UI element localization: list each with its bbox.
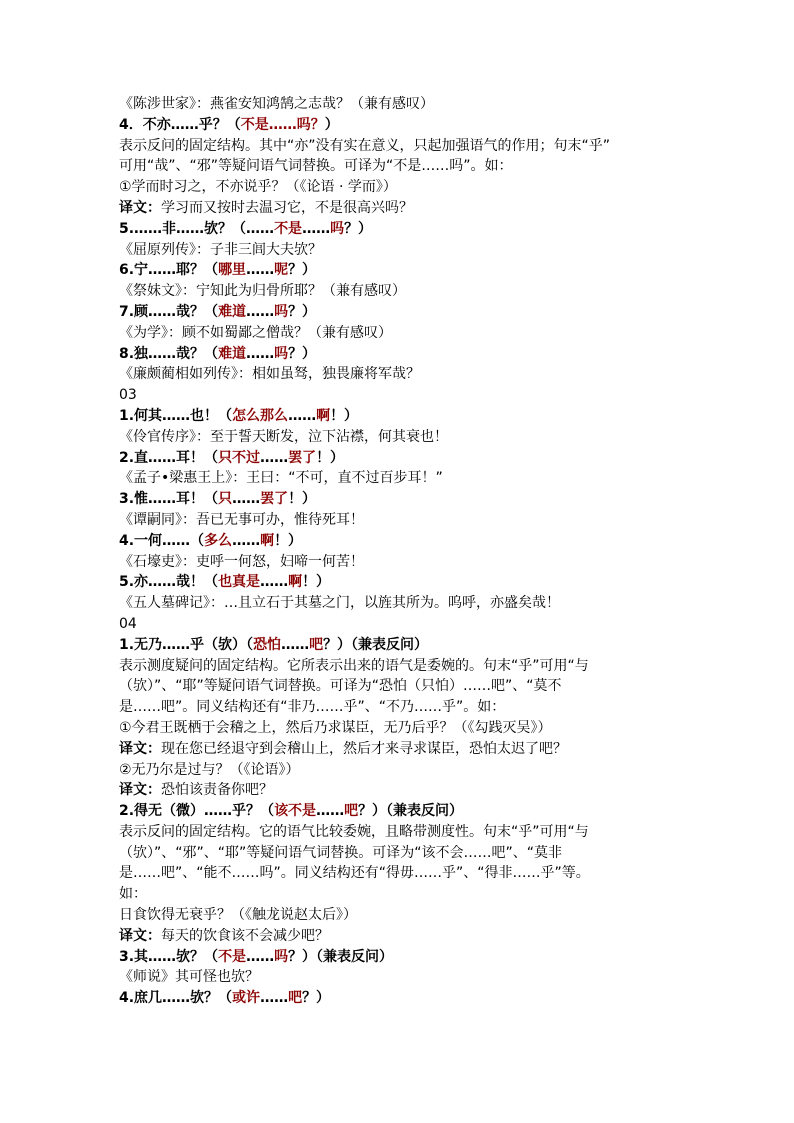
- text-run: ①今君王既栖于会稽之上，然后乃求谋臣，无乃后乎？（《勾践灭吴》）: [119, 719, 552, 736]
- text-line: [119, 988, 719, 1009]
- text-line: [119, 344, 719, 365]
- text-run: 《为学》：顾不如蜀鄙之僧哉？（兼有感叹）: [119, 324, 392, 341]
- translation-highlight: 不是: [218, 948, 247, 965]
- text-run: 《伶官传序》：至于誓天断发，泣下沾襟，何其衰也！: [119, 428, 448, 445]
- text-run: 是……吧”。同义结构还有“非乃……乎”、“不乃……乎”。如：: [119, 699, 506, 716]
- bold-text: ？）: [344, 220, 373, 237]
- text-line: [119, 94, 719, 115]
- bold-text: ？）: [288, 303, 317, 320]
- text-run: ①学而时习之，不亦说乎？（《论语 · 学而》）: [119, 179, 397, 196]
- text-run: 现在您已经退守到会稽山上，然后才来寻求谋臣，恐怕太迟了吧？: [161, 740, 567, 757]
- bold-text: 5.……非……欤？（……: [119, 220, 275, 237]
- text-run: （欤）”、“邪”、“耶”等疑问语气词替换。可译为“该不会……吧”、“莫非: [119, 844, 563, 861]
- bold-text: 3.惟……耳！（: [119, 491, 219, 508]
- bold-text: ？）（兼表反问）: [358, 803, 464, 820]
- translation-highlight: 只: [218, 491, 233, 508]
- bold-text: ……: [246, 262, 275, 279]
- text-line: [119, 468, 719, 489]
- translation-highlight: 吧: [309, 636, 324, 653]
- translation-highlight: 不是……吗？: [240, 116, 325, 133]
- text-run: 学习而又按时去温习它，不是很高兴吗？: [161, 199, 413, 216]
- bold-text: ！）: [274, 532, 303, 549]
- text-run: 《谭嗣同》：吾已无事可办，惟待死耳！: [119, 511, 364, 528]
- text-line: [119, 614, 719, 635]
- text-line: [119, 593, 719, 614]
- translation-highlight: 只不过: [218, 449, 261, 466]
- translation-highlight: 该不是: [274, 803, 317, 820]
- bold-text: 2.直……耳！（: [119, 449, 219, 466]
- translation-highlight: 吧: [344, 803, 359, 820]
- translation-highlight: 也真是: [218, 574, 261, 591]
- translation-highlight: 罢了: [288, 449, 317, 466]
- bold-text: 5.亦……哉！（: [119, 574, 219, 591]
- text-line: [119, 136, 719, 157]
- text-line: [119, 947, 719, 968]
- text-line: [119, 260, 719, 281]
- translation-highlight: 怎么那么: [232, 407, 289, 424]
- bold-text: 译文：: [119, 740, 161, 757]
- text-line: [119, 364, 719, 385]
- text-line: [119, 926, 719, 947]
- text-line: [119, 198, 719, 219]
- text-run: 《师说》其可怪也欤？: [119, 969, 259, 986]
- bold-text: 4.一何……（: [119, 532, 205, 549]
- bold-text: ！）: [316, 449, 345, 466]
- text-line: [119, 780, 719, 801]
- text-line: [119, 406, 719, 427]
- bold-text: 8.独……哉？（: [119, 345, 219, 362]
- bold-text: ……: [246, 948, 275, 965]
- bold-text: ！）: [302, 574, 331, 591]
- text-line: [119, 635, 719, 656]
- text-line: [119, 905, 719, 926]
- bold-text: ……: [232, 491, 261, 508]
- translation-highlight: 恐怕: [253, 636, 282, 653]
- translation-highlight: 吗: [274, 948, 289, 965]
- text-run: 《祭妹文》：宁知此为归骨所耶？（兼有感叹）: [119, 283, 406, 300]
- text-line: [119, 884, 719, 905]
- text-run: 《陈涉世家》：燕雀安知鸿鹄之志哉？（兼有感叹）: [119, 96, 434, 112]
- text-line: [119, 822, 719, 843]
- text-run: 如：: [119, 886, 147, 903]
- text-run: 恐怕该责备你吧？: [161, 782, 273, 799]
- text-line: [119, 427, 719, 448]
- translation-highlight: 罢了: [260, 491, 289, 508]
- text-line: [119, 531, 719, 552]
- bold-text: ……: [232, 532, 261, 549]
- bold-text: ……: [288, 407, 317, 424]
- translation-highlight: 吗: [274, 303, 289, 320]
- bold-text: 7.顾……哉？（: [119, 303, 219, 320]
- translation-highlight: 或许: [232, 990, 261, 1007]
- bold-text: 1.何其……也！（: [119, 407, 233, 424]
- bold-text: 1.无乃……乎（欤）（: [119, 636, 254, 653]
- text-line: [119, 448, 719, 469]
- text-run: 日食饮得无衰乎？（《触龙说赵太后》）: [119, 907, 357, 924]
- text-line: [119, 676, 719, 697]
- translation-highlight: 呢: [274, 262, 289, 279]
- text-run: 《廉颇蔺相如列传》：相如虽驽，独畏廉将军哉？: [119, 366, 420, 383]
- text-line: [119, 177, 719, 198]
- bold-text: ……: [260, 574, 289, 591]
- text-run: 表示测度疑问的固定结构。它所表示出来的语气是委婉的。句末“乎”可用“与: [119, 657, 589, 674]
- bold-text: ……: [302, 220, 331, 237]
- text-line: [119, 489, 719, 510]
- bold-text: 译文：: [119, 199, 161, 216]
- text-line: [119, 115, 719, 136]
- translation-highlight: 吗: [330, 220, 345, 237]
- bold-text: 4.庶几……欤？（: [119, 990, 233, 1007]
- translation-highlight: 啊: [316, 407, 331, 424]
- text-run: ②无乃尔是过与？（《论语》）: [119, 761, 300, 778]
- text-run: 《屈原列传》：子非三闾大夫欤？: [119, 241, 322, 258]
- bold-text: 3.其……欤？（: [119, 948, 219, 965]
- text-line: [119, 739, 719, 760]
- text-run: 04: [119, 615, 137, 632]
- text-line: [119, 801, 719, 822]
- bold-text: 译文：: [119, 927, 161, 944]
- text-run: 《孟子•梁惠王上》：王曰：“不可，直不过百步耳！”: [119, 470, 443, 487]
- text-line: [119, 385, 719, 406]
- bold-text: ？）: [288, 345, 317, 362]
- bold-text: ……: [316, 803, 345, 820]
- bold-text: ？）: [302, 990, 331, 1007]
- bold-text: ！）: [330, 407, 359, 424]
- text-line: [119, 219, 719, 240]
- translation-highlight: 不是: [274, 220, 303, 237]
- text-run: 03: [119, 387, 137, 404]
- bold-text: ……: [260, 990, 289, 1007]
- bold-text: ？）（兼表反问）: [323, 636, 429, 653]
- text-run: 表示反问的固定结构。它的语气比较委婉，且略带测度性。句末“乎”可用“与: [119, 823, 589, 840]
- text-line: [119, 156, 719, 177]
- translation-highlight: 多么: [204, 532, 233, 549]
- text-line: [119, 967, 719, 988]
- translation-highlight: 哪里: [218, 262, 247, 279]
- document-body: [119, 94, 719, 1009]
- text-run: 《石壕吏》：吏呼一何怒，妇啼一何苦！: [119, 553, 364, 570]
- translation-highlight: 啊: [260, 532, 275, 549]
- text-run: （欤）”、“耶”等疑问语气词替换。可译为“恐怕（只怕）……吧”、“莫不: [119, 678, 562, 695]
- bold-text: ……: [246, 303, 275, 320]
- text-line: [119, 323, 719, 344]
- text-run: 是……吧”、“能不……吗”。同义结构还有“得毋……乎”、“得非……乎”等。: [119, 865, 590, 882]
- bold-text: ？）（兼表反问）: [288, 948, 394, 965]
- text-line: [119, 281, 719, 302]
- text-line: [119, 718, 719, 739]
- translation-highlight: 吗: [274, 345, 289, 362]
- text-line: [119, 843, 719, 864]
- bold-text: ！）: [288, 491, 317, 508]
- translation-highlight: 吧: [288, 990, 303, 1007]
- bold-text: ）: [324, 116, 339, 133]
- bold-text: ……: [246, 345, 275, 362]
- bold-text: ……: [260, 449, 289, 466]
- bold-text: ……: [281, 636, 310, 653]
- text-line: [119, 572, 719, 593]
- bold-text: 6.宁……耶？（: [119, 262, 219, 279]
- bold-text: 译文：: [119, 782, 161, 799]
- translation-highlight: 难道: [218, 345, 247, 362]
- bold-text: ？）: [288, 262, 317, 279]
- translation-highlight: 难道: [218, 303, 247, 320]
- text-line: [119, 302, 719, 323]
- text-run: 表示反问的固定结构。其中“亦”没有实在意义，只起加强语气的作用；句末“乎”: [119, 137, 611, 154]
- text-run: 每天的饮食该不会减少吧？: [161, 927, 329, 944]
- text-line: [119, 863, 719, 884]
- text-line: [119, 697, 719, 718]
- text-line: [119, 240, 719, 261]
- text-line: [119, 510, 719, 531]
- text-run: 《五人墓碑记》：…且立石于其墓之门，以旌其所为。呜呼，亦盛矣哉！: [119, 595, 560, 612]
- text-line: [119, 760, 719, 781]
- text-line: [119, 552, 719, 573]
- bold-text: 2.得无（微）……乎？（: [119, 803, 275, 820]
- text-run: 可用“哉”、“邪”等疑问语气词替换。可译为“不是……吗”。如：: [119, 158, 513, 175]
- text-line: [119, 656, 719, 677]
- translation-highlight: 啊: [288, 574, 303, 591]
- bold-text: 4．不亦……乎？（: [119, 116, 241, 133]
